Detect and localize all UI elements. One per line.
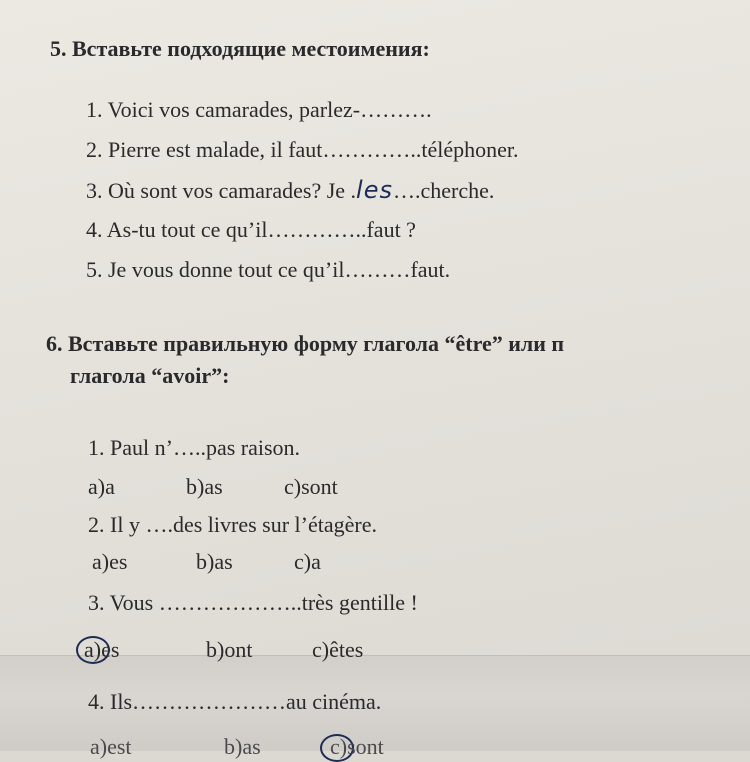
section-5-item-5: 5. Je vous donne tout ce qu’il………faut. [86,257,451,282]
question-3-option-b: b)ont [206,637,253,662]
question-1: 1. Paul n’…..pas raison. [88,435,301,460]
item-3-before: 3. Où sont vos camarades? Je . [86,178,357,203]
item-3-after: ….cherche. [392,178,495,203]
section-5-item-1: 1. Voici vos camarades, parlez-………. [86,97,432,122]
question-2-option-a: a)es [92,549,128,574]
question-3: 3. Vous ………………..très gentille ! [88,590,418,615]
section-5-item-2: 2. Pierre est malade, il faut…………..téléphoner. [86,137,519,162]
section-5-title: 5. Вставьте подходящие местоимения: [50,36,430,61]
question-4-option-b: b)as [224,734,261,759]
question-1-option-a: a)a [88,474,115,499]
section-6-title-line-2: глагола “avoir”: [70,363,230,388]
question-3-option-a: a)es [84,637,120,662]
question-4: 4. Ils…………………au cinéma. [88,689,382,714]
question-4-option-c: c)sont [330,734,384,759]
section-5-item-4: 4. As-tu tout ce qu’il…………..faut ? [86,217,416,242]
handwritten-answer: les [356,176,393,204]
question-2: 2. Il y ….des livres sur l’étagère. [88,512,377,537]
question-1-option-c: c)sont [284,474,338,499]
question-1-option-b: b)as [186,474,223,499]
question-4-option-a: a)est [90,734,132,759]
question-3-option-c: c)êtes [312,637,364,662]
question-2-option-b: b)as [196,549,233,574]
question-2-option-c: c)a [294,549,321,574]
section-5-item-3 [86,177,494,204]
section-6-title-line-1: 6. Вставьте правильную форму глагола “être” или п [46,331,565,356]
